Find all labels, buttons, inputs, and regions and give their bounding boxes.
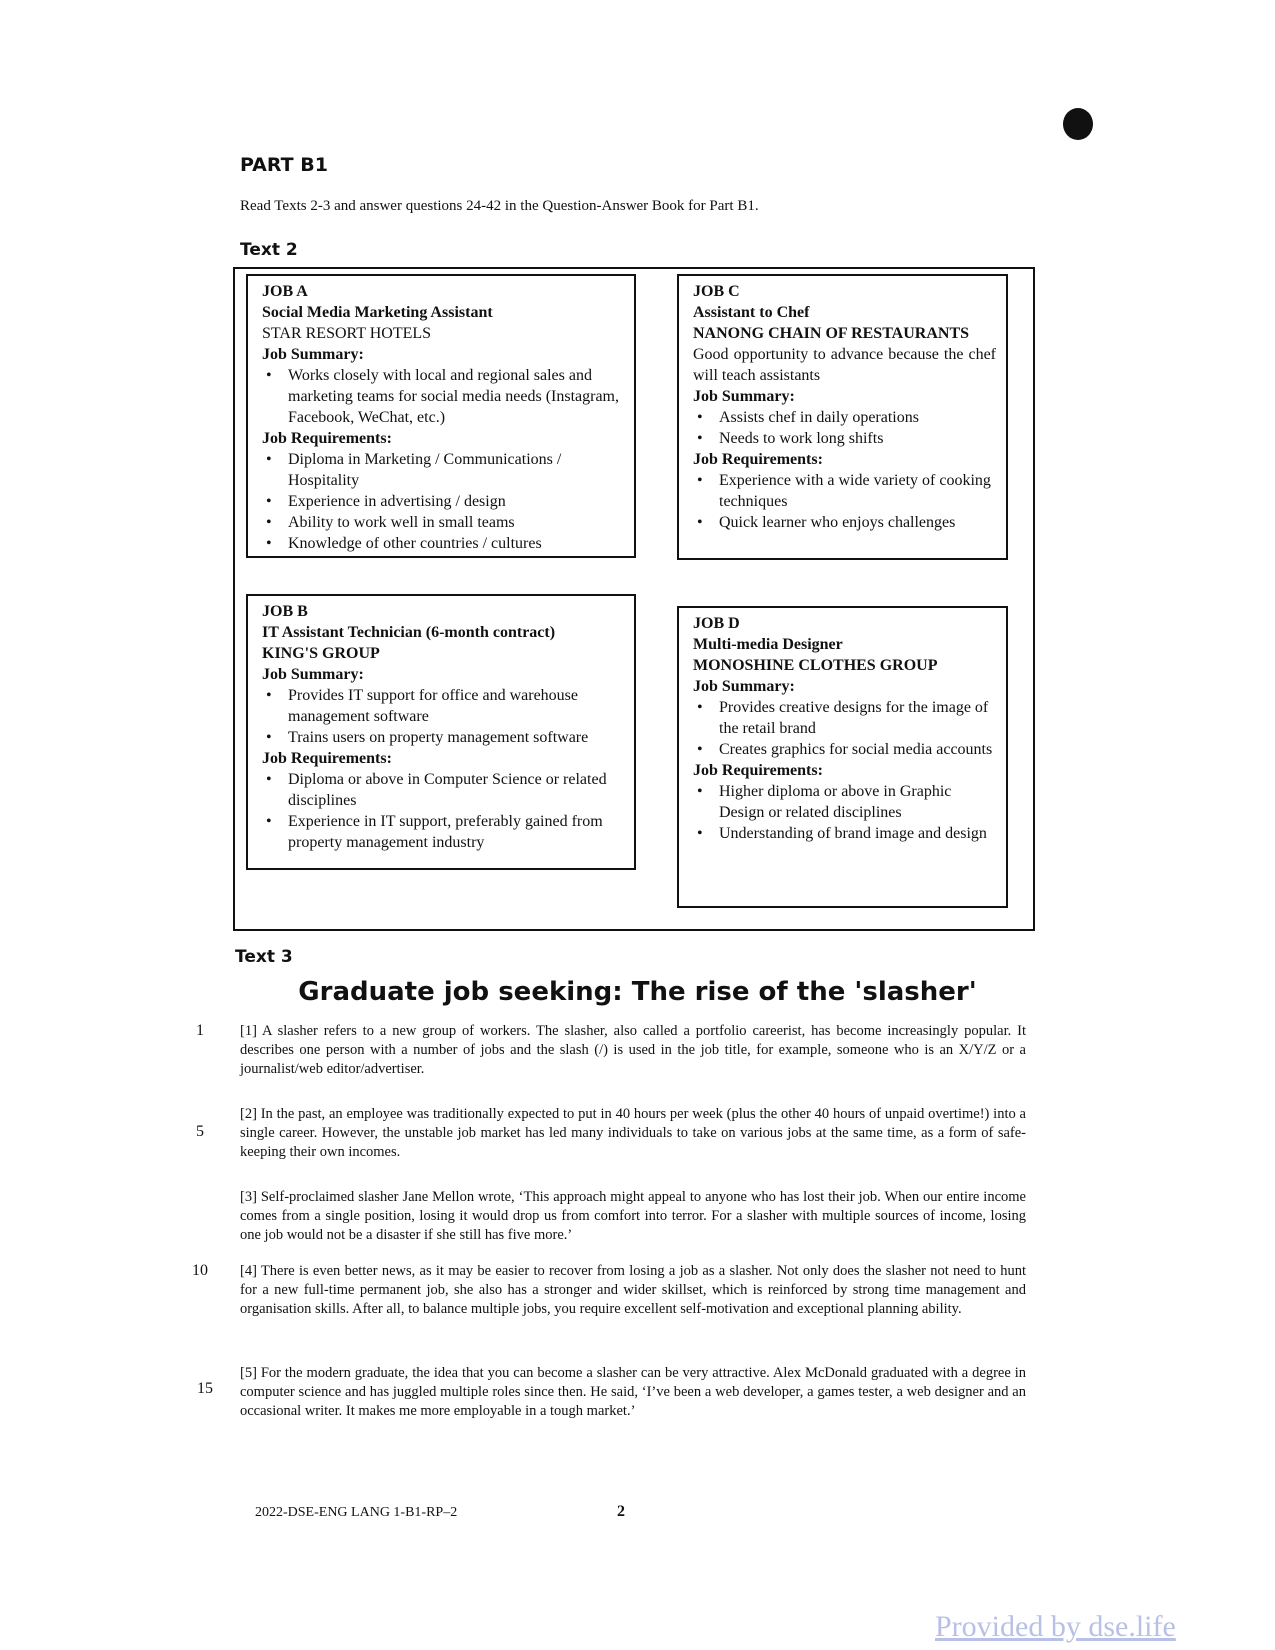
exam-code: 2022-DSE-ENG LANG 1-B1-RP–2 <box>255 1505 458 1520</box>
job-company: MONOSHINE CLOTHES GROUP <box>693 657 938 674</box>
job-title: IT Assistant Technician (6-month contract) <box>262 624 556 641</box>
line-number: 5 <box>196 1123 204 1140</box>
list-item: • Diploma or above in Computer Science or related disciplines <box>288 769 624 811</box>
text3-label: Text 3 <box>235 947 293 967</box>
list-item: • Understanding of brand image and design <box>719 823 996 844</box>
job-a-box <box>246 274 636 558</box>
job-summary-label: Job Summary: <box>693 388 795 405</box>
job-note: Good opportunity to advance because the chef will teach assistants <box>693 346 996 384</box>
job-title: Assistant to Chef <box>693 304 810 321</box>
job-requirements-label: Job Requirements: <box>693 762 823 779</box>
list-item: • Experience in advertising / design <box>288 491 624 512</box>
list-item: • Quick learner who enjoys challenges <box>719 512 996 533</box>
job-summary-list <box>262 685 624 748</box>
job-requirements-list <box>262 449 624 554</box>
list-item: • Higher diploma or above in Graphic Design or related disciplines <box>719 781 996 823</box>
corner-logo-mark <box>1063 108 1093 140</box>
watermark-link[interactable]: Provided by dse.life <box>935 1610 1176 1643</box>
page-number: 2 <box>617 1503 625 1520</box>
article-paragraph-3: [3] Self-proclaimed slasher Jane Mellon wrote, ‘This approach might appeal to anyone who has lost their job. When our entire income comes from a single position, losing it would drop us from comfort into terror. For a slasher with multiple sources of income, losing one job would not be a disaster if she still has five more.’ <box>240 1189 1026 1243</box>
job-heading: JOB C <box>693 283 740 300</box>
job-heading: JOB D <box>693 615 740 632</box>
job-title: Multi-media Designer <box>693 636 843 653</box>
line-number: 1 <box>196 1022 204 1039</box>
line-number: 15 <box>197 1380 213 1397</box>
article-headline: Graduate job seeking: The rise of the 'slasher' <box>298 977 977 1007</box>
job-company: STAR RESORT HOTELS <box>262 325 432 342</box>
job-requirements-label: Job Requirements: <box>693 451 823 468</box>
instruction-text: Read Texts 2-3 and answer questions 24-42 in the Question-Answer Book for Part B1. <box>240 198 759 214</box>
job-summary-list <box>262 365 624 428</box>
job-summary-list <box>693 697 996 760</box>
list-item: • Assists chef in daily operations <box>719 407 996 428</box>
list-item: • Experience in IT support, preferably gained from property management industry <box>288 811 624 853</box>
job-heading: JOB A <box>262 283 308 300</box>
part-title: PART B1 <box>240 154 328 176</box>
job-requirements-label: Job Requirements: <box>262 750 392 767</box>
list-item: • Trains users on property management software <box>288 727 624 748</box>
list-item: • Knowledge of other countries / cultures <box>288 533 624 554</box>
job-b-box <box>246 594 636 870</box>
text2-label: Text 2 <box>240 240 298 260</box>
list-item: • Ability to work well in small teams <box>288 512 624 533</box>
article-paragraph-4: [4] There is even better news, as it may be easier to recover from losing a job as a slasher. Not only does the slasher not need to hunt for a new full-time permanent job, she also has a stronger and wider skillset, which is reinforced by strong time management and organisation skills. After all, to balance multiple jobs, you require excellent self-motivation and exceptional planning ability. <box>240 1263 1026 1317</box>
job-heading: JOB B <box>262 603 308 620</box>
job-d-box <box>677 606 1008 908</box>
job-c-box <box>677 274 1008 560</box>
job-requirements-list <box>262 769 624 853</box>
list-item: • Provides IT support for office and warehouse management software <box>288 685 624 727</box>
job-summary-label: Job Summary: <box>262 666 364 683</box>
job-summary-label: Job Summary: <box>693 678 795 695</box>
job-requirements-list <box>693 781 996 844</box>
list-item: • Needs to work long shifts <box>719 428 996 449</box>
job-requirements-list <box>693 470 996 533</box>
list-item: • Experience with a wide variety of cooking techniques <box>719 470 996 512</box>
article-paragraph-2: [2] In the past, an employee was traditionally expected to put in 40 hours per week (plus the other 40 hours of unpaid overtime!) into a single career. However, the unstable job market has led many individuals to take on various jobs at the same time, as a form of safe-keeping their own incomes. <box>240 1106 1026 1160</box>
list-item: • Diploma in Marketing / Communications / Hospitality <box>288 449 624 491</box>
article-paragraph-5: [5] For the modern graduate, the idea that you can become a slasher can be very attractive. Alex McDonald graduated with a degree in computer science and has juggled multiple roles since then. He said, ‘I’ve been a web developer, a games tester, a web designer and an occasional writer. It makes me more employable in a tough market.’ <box>240 1365 1026 1419</box>
list-item: • Creates graphics for social media accounts <box>719 739 996 760</box>
job-summary-label: Job Summary: <box>262 346 364 363</box>
job-requirements-label: Job Requirements: <box>262 430 392 447</box>
article-paragraph-1: [1] A slasher refers to a new group of workers. The slasher, also called a portfolio careerist, has become increasingly popular. It describes one person with a number of jobs and the slash (/) is used in the job title, for example, someone who is an X/Y/Z or a journalist/web editor/advertiser. <box>240 1023 1026 1077</box>
list-item: • Provides creative designs for the image of the retail brand <box>719 697 996 739</box>
job-company: NANONG CHAIN OF RESTAURANTS <box>693 325 970 342</box>
job-company: KING'S GROUP <box>262 645 380 662</box>
job-summary-list <box>693 407 996 449</box>
job-title: Social Media Marketing Assistant <box>262 304 493 321</box>
list-item: • Works closely with local and regional sales and marketing teams for social media needs (Instagram, Facebook, WeChat, etc.) <box>288 365 624 428</box>
line-number: 10 <box>192 1262 208 1279</box>
